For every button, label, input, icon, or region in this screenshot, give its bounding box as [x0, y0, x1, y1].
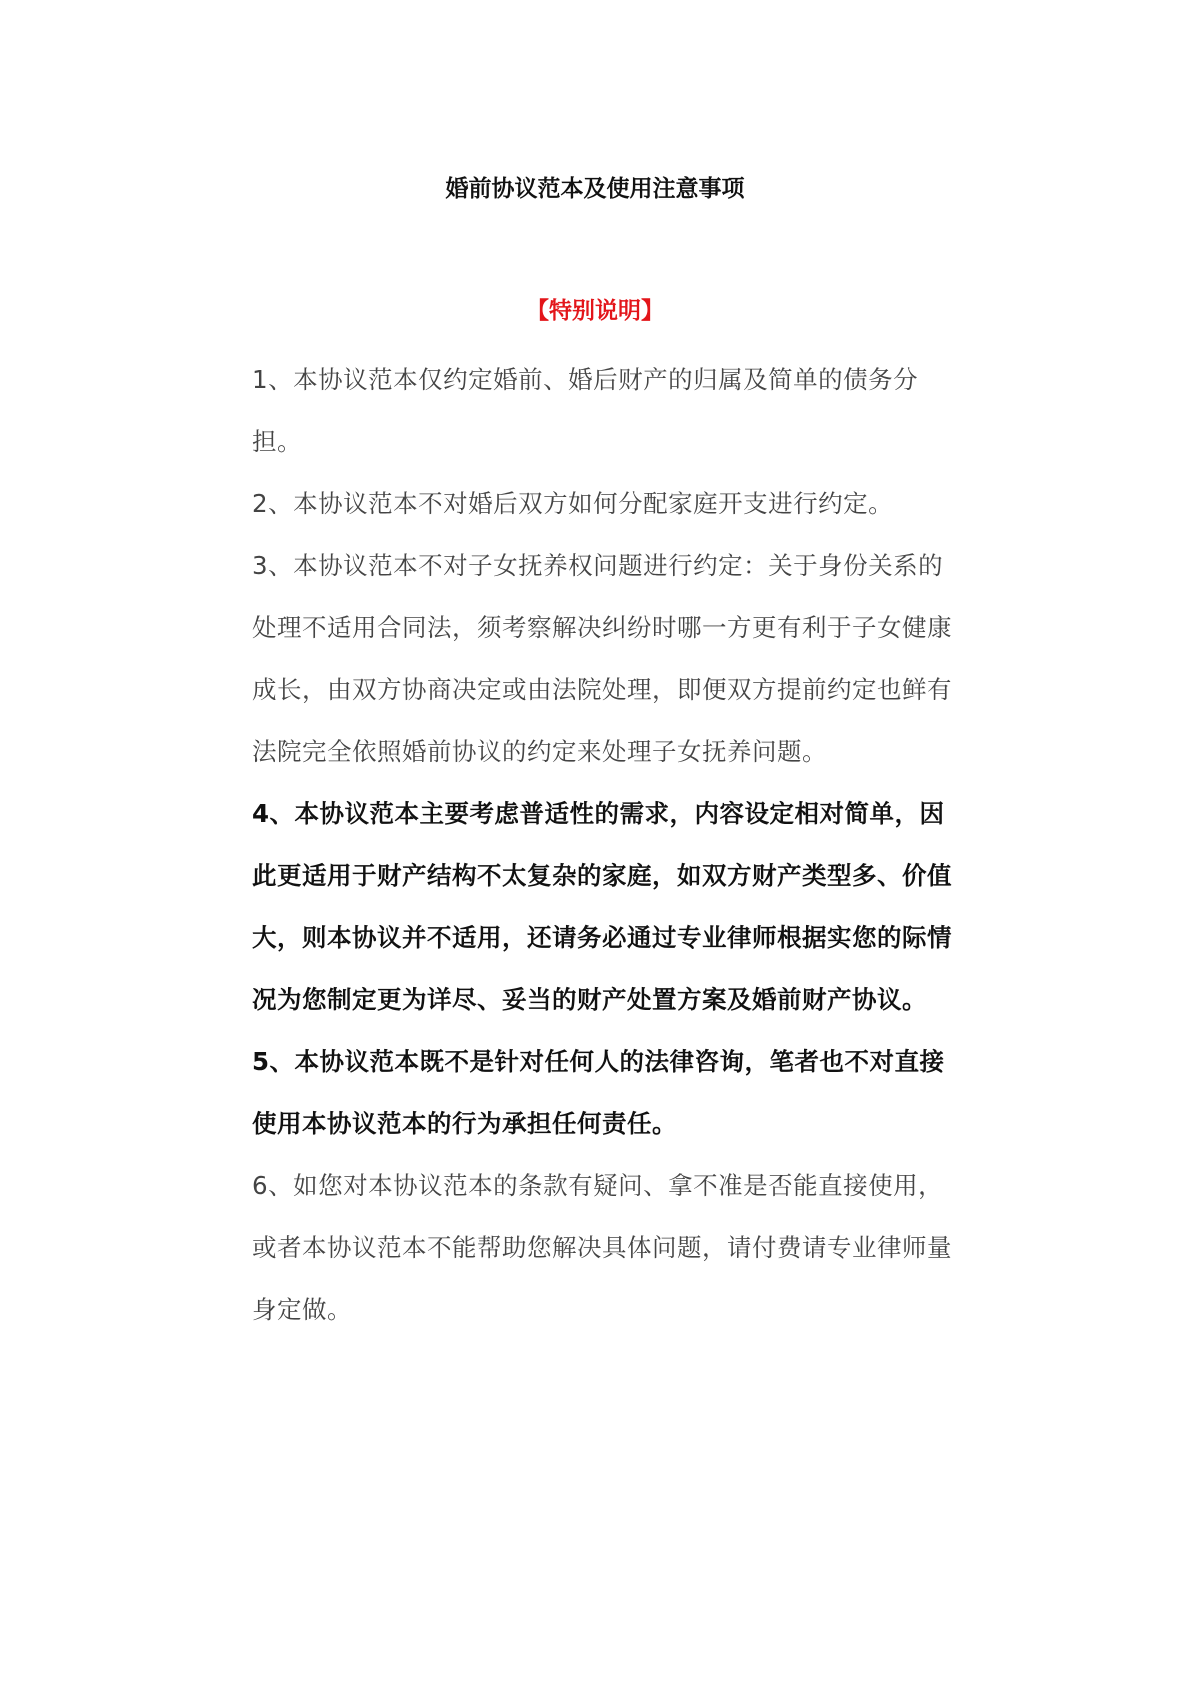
notice-item-5: 5、本协议范本既不是针对任何人的法律咨询，笔者也不对直接使用本协议范本的行为承担任何责任。: [252, 1047, 945, 1138]
notice-item-3: 3、本协议范本不对子女抚养权问题进行约定：关于身份关系的处理不适用合同法，须考察解决纠纷时哪一方更有利于子女健康成长，由双方协商决定或由法院处理，即便双方提前约定也鲜有法院完全依照婚前协议的约定来处理子女抚养问题。: [252, 551, 952, 766]
notice-item-4: 4、本协议范本主要考虑普适性的需求，内容设定相对简单，因此更适用于财产结构不太复杂的家庭，如双方财产类型多、价值大，则本协议并不适用，还请务必通过专业律师根据实您的际情况为您制定更为详尽、妥当的财产处置方案及婚前财产协议。: [252, 799, 952, 1014]
notice-item-6: 6、如您对本协议范本的条款有疑问、拿不准是否能直接使用，或者本协议范本不能帮助您解决具体问题，请付费请专业律师量身定做。: [252, 1171, 952, 1324]
special-notice-heading: 【特别说明】: [526, 298, 664, 324]
notice-body: [252, 349, 952, 1341]
notice-item-1: 1、本协议范本仅约定婚前、婚后财产的归属及简单的债务分担。: [252, 365, 919, 456]
notice-item-2: 2、本协议范本不对婚后双方如何分配家庭开支进行约定。: [252, 489, 894, 518]
document-title: 婚前协议范本及使用注意事项: [445, 176, 745, 202]
